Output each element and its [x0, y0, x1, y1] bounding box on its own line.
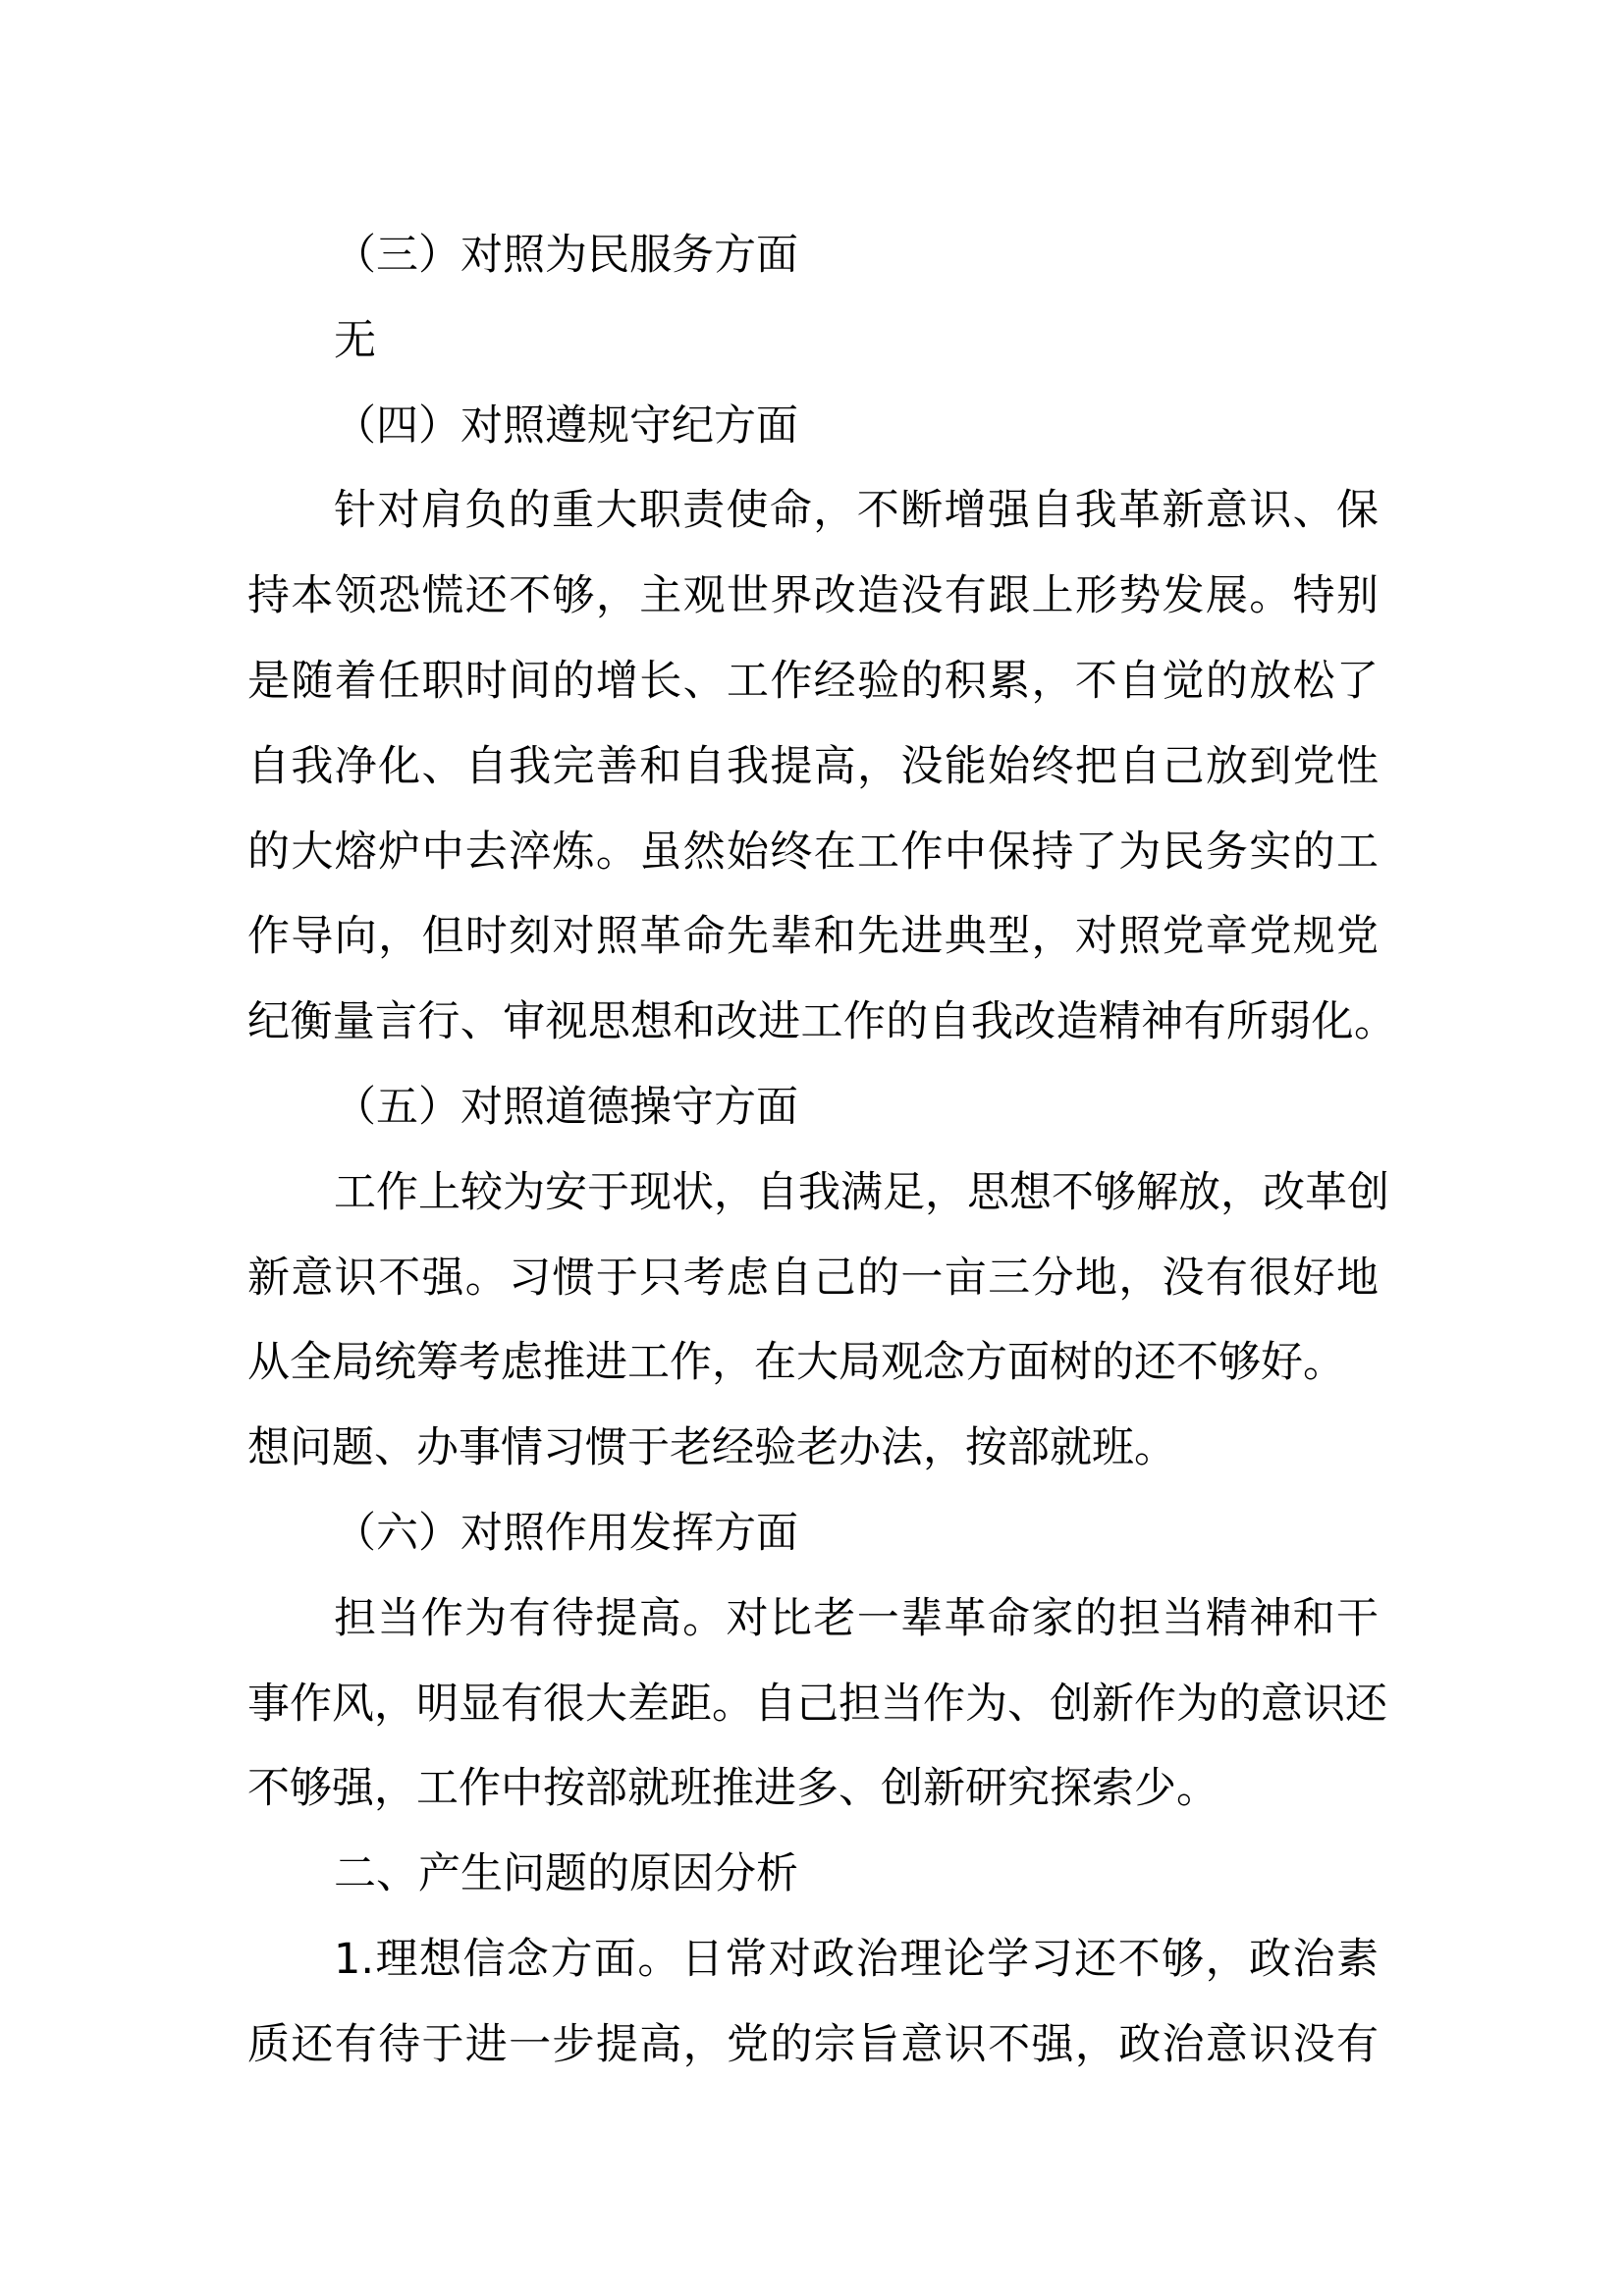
section-heading-5: （五）对照道德操守方面: [334, 1082, 798, 1132]
paragraph-line: 从全局统筹考虑推进工作，在大局观念方面树的还不够好。: [247, 1338, 1345, 1388]
paragraph-line: 工作上较为安于现状，自我满足，思想不够解放，改革创: [334, 1167, 1389, 1217]
paragraph-line: 1.理想信念方面。日常对政治理论学习还不够，政治素: [334, 1934, 1379, 1984]
chapter-heading-2: 二、产生问题的原因分析: [334, 1849, 798, 1899]
paragraph-line: 的大熔炉中去淬炼。虽然始终在工作中保持了为民务实的工: [247, 827, 1379, 877]
section-5-paragraph: [247, 1159, 1389, 1500]
paragraph-line: 自我净化、自我完善和自我提高，没能始终把自己放到党性: [247, 741, 1379, 791]
paragraph-line: 事作风，明显有很大差距。自己担当作为、创新作为的意识还: [247, 1679, 1387, 1729]
section-3-paragraph: 无: [334, 315, 376, 365]
paragraph-line: 是随着任职时间的增长、工作经验的积累，不自觉的放松了: [247, 656, 1379, 706]
paragraph-line: 质还有待于进一步提高，党的宗旨意识不强，政治意识没有: [247, 2019, 1379, 2069]
paragraph-line: 想问题、办事情习惯于老经验老办法，按部就班。: [247, 1423, 1176, 1473]
paragraph-line: 纪衡量言行、审视思想和改进工作的自我改造精神有所弱化。: [247, 997, 1396, 1047]
cause-analysis-paragraph: [247, 1926, 1379, 2097]
paragraph-line: 不够强，工作中按部就班推进多、创新研究探索少。: [247, 1764, 1218, 1814]
paragraph-line: 针对肩负的重大职责使命，不断增强自我革新意识、保: [334, 486, 1379, 536]
document-body: [247, 222, 1396, 2097]
paragraph-line: 持本领恐慌还不够，主观世界改造没有跟上形势发展。特别: [247, 571, 1379, 621]
paragraph-line: 新意识不强。习惯于只考虑自己的一亩三分地，没有很好地: [247, 1253, 1379, 1303]
paragraph-line: 担当作为有待提高。对比老一辈革命家的担当精神和干: [334, 1593, 1379, 1643]
section-4-paragraph: [247, 477, 1396, 1074]
section-heading-4: （四）对照遵规守纪方面: [334, 400, 798, 451]
section-6-paragraph: [247, 1585, 1387, 1841]
section-heading-3: （三）对照为民服务方面: [334, 231, 798, 280]
section-heading-6: （六）对照作用发挥方面: [334, 1508, 798, 1558]
paragraph-line: 作导向，但时刻对照革命先辈和先进典型，对照党章党规党: [247, 912, 1379, 962]
